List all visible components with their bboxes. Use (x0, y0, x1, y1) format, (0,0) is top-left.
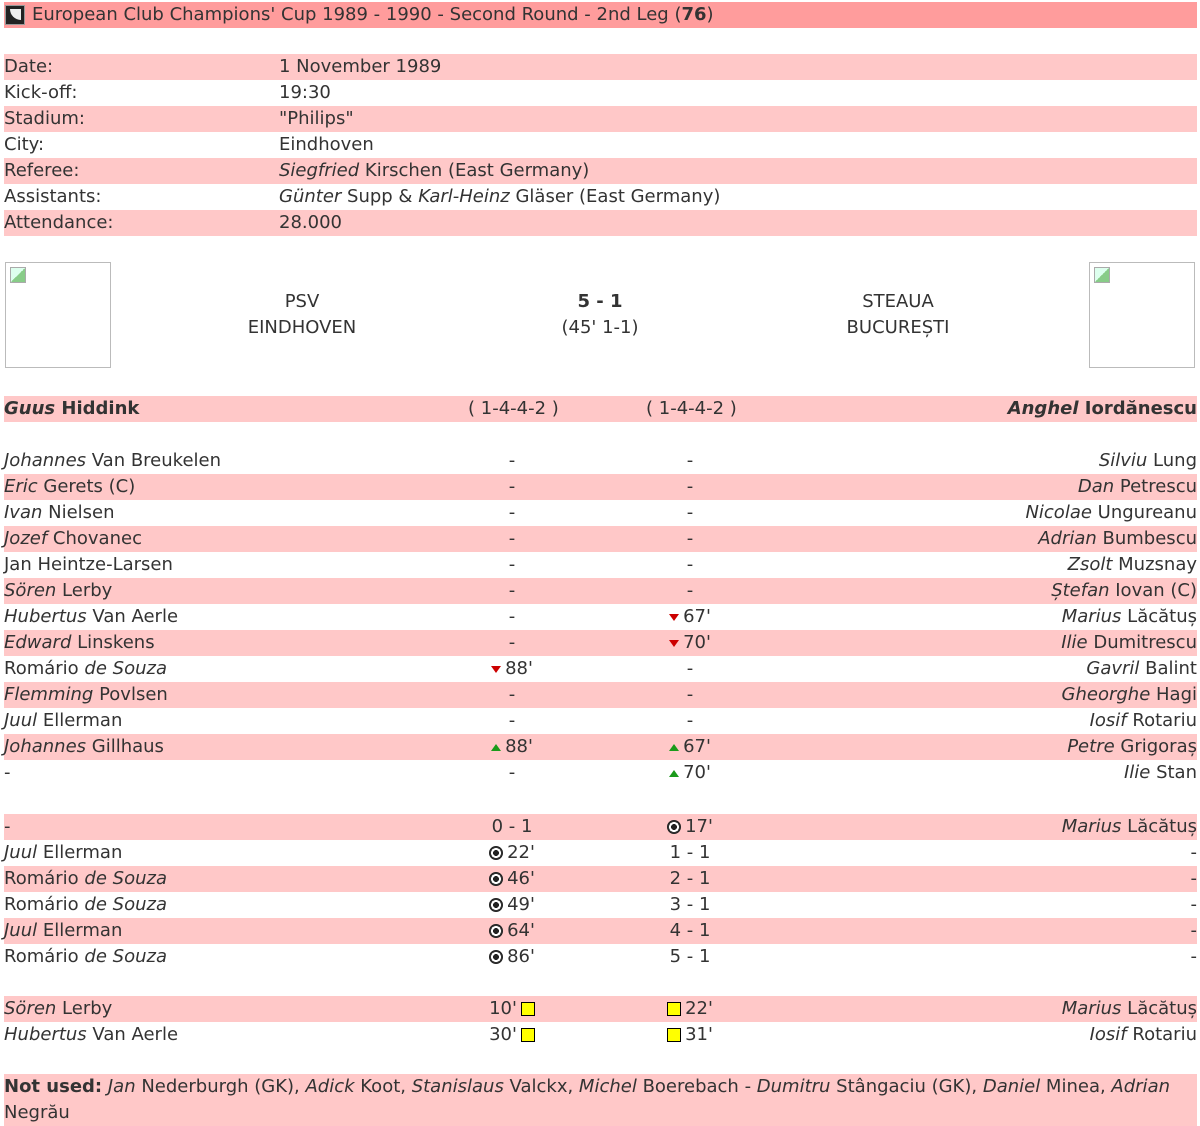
cell-value: 86' (489, 946, 535, 967)
info-label: Assistants: (4, 186, 102, 207)
first-name: Ilie (1061, 632, 1088, 653)
away-player: Iosif Rotariu (1089, 710, 1197, 731)
away-player: Marius Lăcătuș (1061, 606, 1197, 627)
home-player: Johannes Gillhaus (4, 736, 164, 757)
goals-row (4, 840, 1197, 866)
away-player: Petre Grigoraș (1067, 736, 1197, 757)
info-row (4, 184, 1197, 210)
home-event (482, 1022, 542, 1048)
cell-value: - (686, 658, 694, 679)
cell-value: 49' (489, 894, 535, 915)
cell-value: 64' (489, 920, 535, 941)
info-value: Günter Supp & Karl-Heinz Gläser (East Germany) (279, 186, 721, 207)
home-event (482, 840, 542, 866)
info-value: "Philips" (279, 108, 354, 129)
lineup-row (4, 708, 1197, 734)
cell-value: - (508, 476, 516, 497)
away-event (660, 996, 720, 1022)
away-player: Silviu Lung (1098, 450, 1197, 471)
cell-value: 17' (667, 816, 713, 837)
away-team-line1: STEAUA (862, 291, 934, 312)
home-event (482, 630, 542, 656)
first-name: Dumitru (756, 1076, 831, 1097)
away-event (660, 474, 720, 500)
home-player: Sören Lerby (4, 998, 113, 1019)
first-name: Johannes (4, 450, 87, 471)
first-name: Juul (4, 920, 38, 941)
cell-value: 67' (669, 736, 711, 757)
cell-value: - (508, 528, 516, 549)
cell-value: 67' (669, 606, 711, 627)
away-event (660, 814, 720, 840)
surname-particle: de Souza (84, 894, 167, 915)
goals-row (4, 892, 1197, 918)
home-event (482, 892, 542, 918)
first-name: Juul (4, 710, 38, 731)
away-player: Ilie Stan (1123, 762, 1197, 783)
away-event (660, 866, 720, 892)
page-title-bar (4, 2, 1197, 28)
home-coach: Guus Hiddink (4, 398, 140, 419)
away-player: Adrian Bumbescu (1038, 528, 1197, 549)
away-player: - (1190, 842, 1197, 863)
away-event (660, 448, 720, 474)
away-player: Marius Lăcătuș (1061, 816, 1197, 837)
cell-value: - (686, 554, 694, 575)
home-event (482, 474, 542, 500)
cell-value: 4 - 1 (669, 920, 711, 941)
goals-row (4, 866, 1197, 892)
lineup-row (4, 526, 1197, 552)
away-coach: Anghel Iordănescu (1007, 398, 1197, 419)
cell-value: 70' (669, 762, 711, 783)
away-event (660, 552, 720, 578)
coaches-row (4, 396, 1197, 422)
cell-value: - (686, 450, 694, 471)
goals-row (4, 944, 1197, 970)
cell-value: 30' (489, 1024, 535, 1045)
page-title: European Club Champions' Cup 1989 - 1990 - Second Round - 2nd Leg (76) (32, 4, 714, 25)
away-player: Iosif Rotariu (1089, 1024, 1197, 1045)
cell-value: 88' (491, 658, 533, 679)
first-name: Hubertus (4, 1024, 87, 1045)
not-used-row (4, 1074, 1197, 1126)
first-name: Daniel (982, 1076, 1041, 1097)
cell-value: 22' (489, 842, 535, 863)
home-event (482, 708, 542, 734)
away-player: Zsolt Muzsnay (1067, 554, 1197, 575)
away-formation: ( 1-4-4-2 ) (646, 398, 737, 419)
home-player: - (4, 762, 11, 783)
home-player: Romário de Souza (4, 658, 167, 679)
home-crest-image (5, 262, 111, 368)
first-name: Zsolt (1067, 554, 1113, 575)
cell-value: 22' (667, 998, 713, 1019)
first-name: Michel (578, 1076, 637, 1097)
lineup-row (4, 552, 1197, 578)
info-row (4, 158, 1197, 184)
away-event (660, 708, 720, 734)
cell-value: - (508, 502, 516, 523)
cell-value: - (508, 710, 516, 731)
first-name: Sören (4, 998, 57, 1019)
info-label: Attendance: (4, 212, 114, 233)
surname-particle: de Souza (84, 658, 167, 679)
surname-particle: de Souza (84, 868, 167, 889)
lineup-row (4, 474, 1197, 500)
home-player: Jan Heintze-Larsen (4, 554, 173, 575)
away-event (660, 500, 720, 526)
cell-value: - (508, 762, 516, 783)
home-event (482, 814, 542, 840)
home-event (482, 578, 542, 604)
info-value: Siegfried Kirschen (East Germany) (279, 160, 590, 181)
goals-row (4, 918, 1197, 944)
lineup-row (4, 656, 1197, 682)
first-name: Iosif (1089, 1024, 1127, 1045)
cell-value: - (508, 580, 516, 601)
first-name: Adick (305, 1076, 355, 1097)
not-used-line1: Not used: Jan Nederburgh (GK), Adick Koot, Stanislaus Valckx, Michel Boerebach - Dumitru Stângaciu (GK), Daniel Minea, Adrian (4, 1076, 1171, 1097)
first-name: Dan (1077, 476, 1115, 497)
first-name: Eric (4, 476, 38, 497)
first-name: Jan (107, 1076, 136, 1097)
info-label: Referee: (4, 160, 80, 181)
home-player: Romário de Souza (4, 868, 167, 889)
cards-row (4, 1022, 1197, 1048)
away-player: Ilie Dumitrescu (1061, 632, 1197, 653)
away-player: Nicolae Ungureanu (1025, 502, 1197, 523)
home-formation: ( 1-4-4-2 ) (468, 398, 559, 419)
sub-in-icon (491, 744, 501, 751)
away-player: - (1190, 920, 1197, 941)
goal-ball-icon (489, 872, 503, 886)
first-name: Iosif (1089, 710, 1127, 731)
away-player: - (1190, 894, 1197, 915)
cell-value: - (686, 710, 694, 731)
home-event (482, 656, 542, 682)
home-event (482, 944, 542, 970)
first-name: Marius (1061, 606, 1122, 627)
home-player: Juul Ellerman (4, 710, 123, 731)
cell-value: 0 - 1 (491, 816, 533, 837)
first-name: Silviu (1098, 450, 1148, 471)
not-used-label: Not used: (4, 1076, 103, 1097)
first-name: Gavril (1086, 658, 1140, 679)
home-event (482, 604, 542, 630)
away-team-line2: BUCUREȘTI (846, 317, 950, 338)
home-event (482, 500, 542, 526)
home-player: Edward Linskens (4, 632, 155, 653)
goal-ball-icon (489, 924, 503, 938)
away-event (660, 760, 720, 786)
first-name: Siegfried (279, 160, 360, 181)
away-player: Ștefan Iovan (C) (1051, 580, 1197, 601)
info-row (4, 106, 1197, 132)
away-event (660, 630, 720, 656)
home-player: Jozef Chovanec (4, 528, 142, 549)
cell-value: - (508, 684, 516, 705)
first-name: Sören (4, 580, 57, 601)
first-name: Ilie (1123, 762, 1151, 783)
home-player: Eric Gerets (C) (4, 476, 136, 497)
home-event (482, 996, 542, 1022)
info-value: 19:30 (279, 82, 331, 103)
cell-value: - (508, 554, 516, 575)
away-player: Dan Petrescu (1077, 476, 1197, 497)
home-player: Flemming Povlsen (4, 684, 168, 705)
home-player: Hubertus Van Aerle (4, 606, 179, 627)
cell-value: 31' (667, 1024, 713, 1045)
first-name: Adrian (1038, 528, 1097, 549)
home-team-line2: EINDHOVEN (247, 317, 357, 338)
sub-in-icon (669, 770, 679, 777)
away-event (660, 578, 720, 604)
goal-ball-icon (489, 846, 503, 860)
cell-value: - (686, 528, 694, 549)
home-event (482, 448, 542, 474)
first-name: Nicolae (1025, 502, 1092, 523)
cell-value: - (686, 476, 694, 497)
info-row (4, 132, 1197, 158)
away-team-name (798, 289, 998, 341)
yellow-card-icon (521, 1002, 535, 1016)
cell-value: 10' (489, 998, 535, 1019)
info-row (4, 210, 1197, 236)
first-name: Petre (1067, 736, 1115, 757)
first-name: Edward (4, 632, 72, 653)
cell-value: 46' (489, 868, 535, 889)
away-player: Marius Lăcătuș (1061, 998, 1197, 1019)
first-name: Johannes (4, 736, 87, 757)
cell-value: - (508, 606, 516, 627)
cell-value: - (508, 450, 516, 471)
away-player: Gavril Balint (1086, 658, 1197, 679)
surname-particle: de Souza (84, 946, 167, 967)
goal-ball-icon (489, 950, 503, 964)
score-block (500, 289, 700, 341)
cards-row (4, 996, 1197, 1022)
yellow-card-icon (667, 1002, 681, 1016)
cell-value: 2 - 1 (669, 868, 711, 889)
first-name: Adrian (1111, 1076, 1171, 1097)
away-player: - (1190, 868, 1197, 889)
goal-ball-icon (489, 898, 503, 912)
away-crest-image (1089, 262, 1195, 368)
lineup-row (4, 734, 1197, 760)
first-name: Ștefan (1051, 580, 1110, 601)
home-player: Ivan Nielsen (4, 502, 115, 523)
yellow-card-icon (521, 1028, 535, 1042)
info-value: 1 November 1989 (279, 56, 442, 77)
first-name: Juul (4, 842, 38, 863)
lineup-row (4, 760, 1197, 786)
picture-icon (5, 5, 25, 25)
cell-value: 88' (491, 736, 533, 757)
home-event (482, 526, 542, 552)
sub-out-icon (669, 640, 679, 647)
cell-value: - (508, 632, 516, 653)
half-time-score: (45' 1-1) (561, 317, 639, 338)
lineup-row (4, 578, 1197, 604)
away-event (660, 656, 720, 682)
away-player: - (1190, 946, 1197, 967)
lineup-row (4, 604, 1197, 630)
info-label: Stadium: (4, 108, 85, 129)
first-name: Ivan (4, 502, 43, 523)
away-player: Gheorghe Hagi (1061, 684, 1197, 705)
final-score: 5 - 1 (577, 291, 623, 312)
yellow-card-icon (667, 1028, 681, 1042)
home-event (482, 682, 542, 708)
first-name: Gheorghe (1061, 684, 1151, 705)
home-event (482, 866, 542, 892)
first-name: Marius (1061, 998, 1122, 1019)
away-event (660, 734, 720, 760)
first-name: Flemming (4, 684, 94, 705)
home-player: Johannes Van Breukelen (4, 450, 222, 471)
first-name: Günter (279, 186, 342, 207)
info-label: Date: (4, 56, 54, 77)
away-event (660, 682, 720, 708)
cell-value: - (686, 502, 694, 523)
home-player: Romário de Souza (4, 894, 167, 915)
not-used-line2: Negrău (4, 1102, 70, 1123)
home-event (482, 734, 542, 760)
first-name: Karl-Heinz (418, 186, 510, 207)
away-event (660, 892, 720, 918)
sub-out-icon (491, 666, 501, 673)
lineup-row (4, 682, 1197, 708)
home-player: - (4, 816, 11, 837)
away-event (660, 840, 720, 866)
info-label: City: (4, 134, 45, 155)
info-value: 28.000 (279, 212, 342, 233)
info-row (4, 80, 1197, 106)
home-team-line1: PSV (284, 291, 320, 312)
away-event (660, 918, 720, 944)
broken-image-icon (1094, 267, 1110, 283)
home-event (482, 552, 542, 578)
broken-image-icon (10, 267, 26, 283)
home-player: Sören Lerby (4, 580, 113, 601)
cell-value: 3 - 1 (669, 894, 711, 915)
home-player: Juul Ellerman (4, 842, 123, 863)
away-event (660, 944, 720, 970)
lineup-row (4, 448, 1197, 474)
first-name: Jozef (4, 528, 48, 549)
lineup-row (4, 630, 1197, 656)
goal-ball-icon (667, 820, 681, 834)
home-player: Juul Ellerman (4, 920, 123, 941)
goals-row (4, 814, 1197, 840)
info-label: Kick-off: (4, 82, 78, 103)
home-player: Romário de Souza (4, 946, 167, 967)
lineup-row (4, 500, 1197, 526)
home-event (482, 918, 542, 944)
cell-value: - (686, 684, 694, 705)
sub-out-icon (669, 614, 679, 621)
info-value: Eindhoven (279, 134, 374, 155)
sub-in-icon (669, 744, 679, 751)
first-name: Marius (1061, 816, 1122, 837)
home-team-name (202, 289, 402, 341)
home-event (482, 760, 542, 786)
first-name: Hubertus (4, 606, 87, 627)
info-row (4, 54, 1197, 80)
cell-value: 1 - 1 (669, 842, 711, 863)
cell-value: 70' (669, 632, 711, 653)
away-event (660, 526, 720, 552)
away-event (660, 1022, 720, 1048)
first-name: Stanislaus (411, 1076, 504, 1097)
home-player: Hubertus Van Aerle (4, 1024, 179, 1045)
cell-value: - (686, 580, 694, 601)
away-event (660, 604, 720, 630)
cell-value: 5 - 1 (669, 946, 711, 967)
